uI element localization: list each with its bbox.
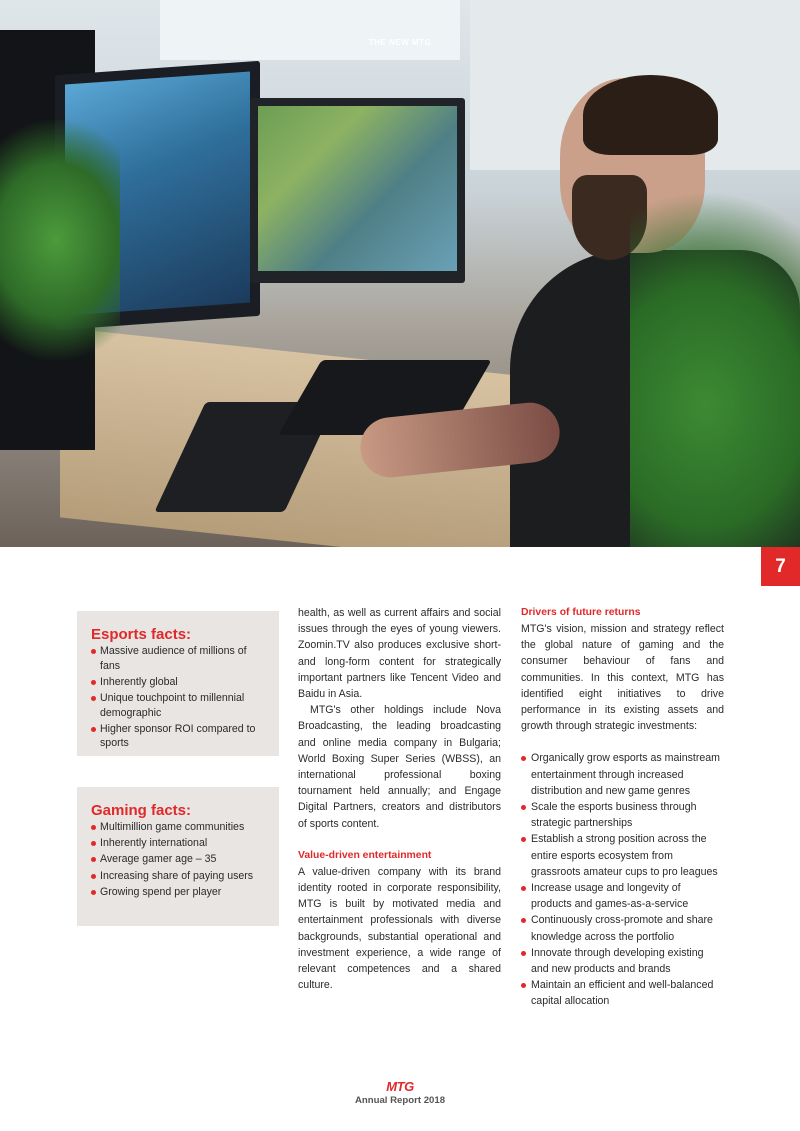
list-item: Continuously cross-promote and share knowledge across the portfolio xyxy=(521,912,724,944)
subheading-drivers: Drivers of future returns xyxy=(521,607,641,618)
plant-left xyxy=(0,120,120,360)
list-item: Growing spend per player xyxy=(91,885,265,900)
hero-photo xyxy=(0,0,800,547)
list-item: Increasing share of paying users xyxy=(91,869,265,884)
esports-facts-title: Esports facts: xyxy=(91,626,192,643)
paragraph: A value-driven company with its brand identity rooted in corporate responsibility, MTG is built by motivated media and entertainment professionals with diverse backgrounds, substantial operational and investment experience, a wide range of relevant competences and a shared culture. xyxy=(298,865,501,992)
section-header: THE NEW MTG xyxy=(368,38,432,47)
initiatives-list xyxy=(521,750,724,1009)
subheading-value-driven: Value-driven entertainment xyxy=(298,849,432,861)
window-light xyxy=(160,0,460,60)
esports-facts-list xyxy=(91,644,265,751)
list-item: Organically grow esports as mainstream entertainment through increased distribution and new game genres xyxy=(521,750,724,799)
person-hair xyxy=(583,75,718,155)
list-item: Maintain an efficient and well-balanced capital allocation xyxy=(521,977,724,1009)
esports-facts-box xyxy=(77,611,279,756)
gaming-facts-title: Gaming facts: xyxy=(91,802,192,819)
list-item: Inherently international xyxy=(91,836,265,851)
plant-right xyxy=(630,190,800,547)
paragraph: health, as well as current affairs and social issues through the eyes of young viewers. Zoomin.TV also produces exclusive short- and long-form content for strategically important partners like Tencent Video and Baidu in Asia. xyxy=(298,607,501,701)
monitor-map xyxy=(250,98,465,283)
list-item: Inherently global xyxy=(91,675,265,690)
paragraph: MTG's other holdings include Nova Broadcasting, the leading broadcasting and online media company in Bulgaria; World Boxing Super Series (WBSS), an international professional boxing tournament held annually; and Engage Digital Partners, creators and distributors of sports content. xyxy=(298,704,501,830)
body-column-middle xyxy=(298,605,501,993)
gaming-facts-box xyxy=(77,787,279,926)
mtg-logo: MTG xyxy=(386,1079,414,1094)
body-column-right xyxy=(521,605,724,1010)
list-item: Massive audience of millions of fans xyxy=(91,644,265,673)
list-item: Innovate through developing existing and new products and brands xyxy=(521,945,724,977)
page-number: 7 xyxy=(761,547,800,586)
list-item: Increase usage and longevity of products and games-as-a-service xyxy=(521,880,724,912)
list-item: Higher sponsor ROI compared to sports xyxy=(91,722,265,751)
list-item: Multimillion game communities xyxy=(91,820,265,835)
list-item: Scale the esports business through strategic partnerships xyxy=(521,799,724,831)
list-item: Average gamer age – 35 xyxy=(91,852,265,867)
footer-text: Annual Report 2018 xyxy=(354,1095,446,1106)
list-item: Unique touchpoint to millennial demographic xyxy=(91,691,265,720)
list-item: Establish a strong position across the entire esports ecosystem from grassroots amateur cups to pro leagues xyxy=(521,831,724,880)
paragraph: MTG's vision, mission and strategy reflect the global nature of gaming and the consumer behaviour of fans and communities. In this context, MTG has identified eight initiatives to drive performance in its existing assets and growth through strategic investments: xyxy=(521,623,724,733)
gaming-facts-list xyxy=(91,820,265,899)
